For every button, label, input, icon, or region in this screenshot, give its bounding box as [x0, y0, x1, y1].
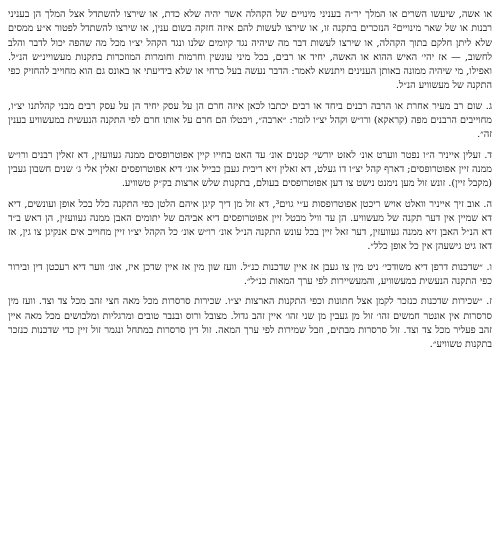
paragraph-dalet: ד. זעלין אייניר ה״ו נפטר ווערט אונ׳ לאזט יורשי׳ קטנים אונ׳ עד האט בחייו קיין אפוטרופסים ממנה געוועזין, דא זאלין רבנים ורו״ש ממנה זיין אפוטרופסים; דארף קהל יצ״ו דו געלט, דא זאלין זיא ריבית געבן כבייל אונ׳ דיא אפוטרופסים זאלין אלי ג׳ שנים חשבון געבין (מקבל זיין). זונש זול מען נימנט נישט צו דען אפוטרופסים בעולם, בתקנות שלש ארצות בק״ק טשוויע. — [8, 149, 492, 190]
paragraph-vav: ו. ״שדכנות דרפן דיא משודכי׳ ניט מין צו געבן אז איין שדכנות כנ״ל. וועז שון מין אז איין שדכן איז, אונ׳ ווער דיא רעכטן דין ובירור כפי התקנה הנעשית במעשוויע, והמעשיירות לפי ערך המאות כנ״ל״. — [8, 261, 492, 288]
paragraph-gimel: ג. שום רב מעיר אחרת או הרבה רבנים ביחד או רבים יכתבו לכאן איזה חרם הן על עסק יחיד הן על עסק רבים מבני קהלתנו יצ״ו, מחוייבים הרבנים מפה (קראקא) ורו״ש וקהל יצ״ו לומר: ״ארבה״, ויבטלו הם חרם על אותו חרם לפי התקנה הנעשית במעשוויע בענין זה״. — [8, 100, 492, 141]
paragraph-zayin: ז. ״שכירות שדכנות כנזכר לקמן אצל חתונות וכפי התקנות הארצות יצ״ו. שכירות סרסרות מכל מאה חצי זהב מכל צד וצד. וועז מין סרסרות אין אונטר חמשים זהו׳ זול מן געבין מן שני זהו׳ איין זהב גדול. מצובל ורוס ובנבר טובים ומרגליות ומלבושים מכל מאה איין זהב פעליר מכל צד וצד. זול סרסרות מבתים, וזבל שמירות לפי ערך המאה. זול דין סרסרות במתחל ונגמר זול זיין כדי שדכנות כנזכר בתקנות טשוויע״. — [8, 296, 492, 351]
paragraph-intro: או אשה, שיעשו השרים או המלך יר״ה בעניני מינויים של הקהלה אשר יהיה שלא כדת, או שירצו להשתדל אצל המלך הן בעניני רבנות או של שאר מינויים² הנזכרים בתקנה זו, או שירצו לעשות להם איזה חזקה בשום ענין, או שירצו להשתדל לפטור א״ע ממסים שלא ליתן חלקם בתוך הקהלה, או שירצו לעשות דבר מה שיהיה נגד קיומים שלנו ונגד הקהל יצ״ו מכל מה שהפה יכול לדבר והלב לחשוב, — אז יהי׳ האיש ההוא או האשה, יחיד או רבים, בכל מיני עונשין וחרמות וחומרות המוזכרות בתקנות מעשויינ״ש הנ״ל. ואפילו, מי שיהיה ממונה באותן הענינים ויתנשא לאמר: הדבר נעשה בעל כרחי או שלא בידיעתי או באונס גם הוא מחוייב להחזיק כפי התקנה של מעשוויע הנ״ל. — [8, 9, 492, 92]
paragraph-heh: ה. אוב זיך אייניר וואלט אויש ריכטן אפוטרופסות ע״י גוים³, דא זול מן דיך קיגן איהם הלטן כפי התקנה כלל בכל אופן ועונשים, דיא דא שמיין אין דער תקנה של מעשוויע. הן עד וויל מבטל זיין אפוטרופסים דיא אביהם של יתומים האבן ממנה געוועזין, הן דאש ב״ד דא הנ״ל האבן זיא ממנה געוועזין, דער זאל זיין בכל עונש התקנה הנ״ל אונ׳ רו״ש אונ׳ כל הקהל יצ״ו זיין מחוייב אים אנקיגן צו גין, אז דאז גיט גישעהן אין כל אופן כלל״. — [8, 198, 493, 253]
